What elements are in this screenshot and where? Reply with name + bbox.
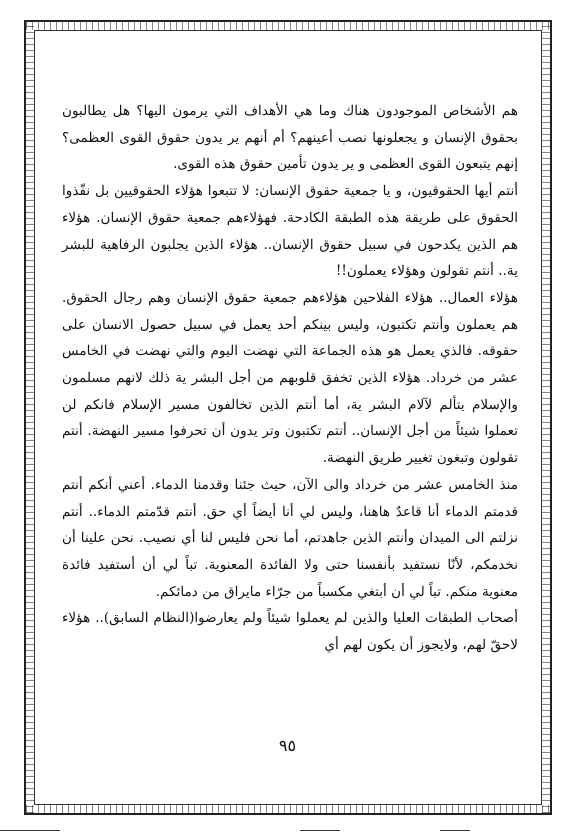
bottom-edge-marks (0, 826, 575, 835)
border-pattern-right (542, 22, 550, 813)
paragraph-4: منذ الخامس عشر من خرداد والى الآن، حيث جئنا وقدمنا الدماء. أعني أنكم أنتم قدمتم الدماء أنا قاعدٌ هاهنا، وليس لي أنا أيضاً أي حق. أنتم قدّمتم الدماء.. أنتم نزلتم الى الميدان وأنتم الذين جاهدتم، أما نحن فليس لنا أي نصيب. نحن علينا أن نخدمكم، لأنّا نستفيد بأنفسنا حتى ولا الفائدة المعنوية. تباً لي أن أستفيد فائدة معنوية منكم. تباً لي أن أبتغي مكسباً من جرّاء مايراق من دمائكم. (62, 476, 518, 600)
paragraph-1: هم الأشخاص الموجودون هناك وما هي الأهداف التي يرمون اليها؟ هل يطالبون بحقوق الإنسان و يجعلونها نصب أعينهم؟ أم أنهم ير يدون حقوق القوى العظمى؟ إنهم يتبعون القوى العظمى و ير يدون تأمين حقوق هذه القوى. (62, 103, 518, 173)
edge-dash-left (0, 830, 60, 831)
paragraph-5: أصحاب الطبقات العليا والذين لم يعملوا شيئاً ولم يعارضوا(النظام السابق).. هؤلاء لاحقّ لهم، ولايجوز أن يكون لهم أي (62, 610, 518, 654)
border-pattern-top (26, 22, 550, 30)
paragraph-2: أنتم أيها الحقوقيون، و يا جمعية حقوق الإنسان: لا تتبعوا هؤلاء الحقوقيين بل نفّذوا الحقوق على طريقة هذه الطبقة الكادحة. فهؤلاءهم جمعية حقوق الإنسان. هؤلاء هم الذين يكدحون في سبيل حقوق الإنسان.. هؤلاء الذين يجلبون الرفاهية للبشر ية.. أنتم تقولون وهؤلاء يعملون!! (62, 183, 518, 280)
page-number: ٩٥ (278, 736, 297, 755)
border-pattern-left (26, 22, 34, 813)
edge-dash-center (300, 830, 340, 831)
page-body (62, 98, 518, 659)
border-pattern-bottom (26, 805, 550, 813)
paragraph-3: هؤلاء العمال.. هؤلاء الفلاحين هؤلاءهم جمعية حقوق الإنسان وهم رجال الحقوق. هم يعملون وأنتم تكتبون، وليس بينكم أحد يعمل في سبيل حصول الانسان على حقوقه. فالذي يعمل هو هذه الجماعة التي نهضت اليوم والتي نهضت في الخامس عشر من خرداد. هؤلاء الذين تخفق قلوبهم من أجل البشر ية ذلك لانهم مسلمون والإسلام يتألم لآلام البشر ية، أما أنتم الذين تخالفون مسير الإسلام فانكم لن تعملوا شيئاً من أجل الإنسان.. أنتم تكتبون وتر يدون أن تحرفوا مسير النهضة. أنتم تقولون وتبغون تغيير طريق النهضة. (62, 289, 518, 467)
edge-dash-right (440, 830, 470, 831)
